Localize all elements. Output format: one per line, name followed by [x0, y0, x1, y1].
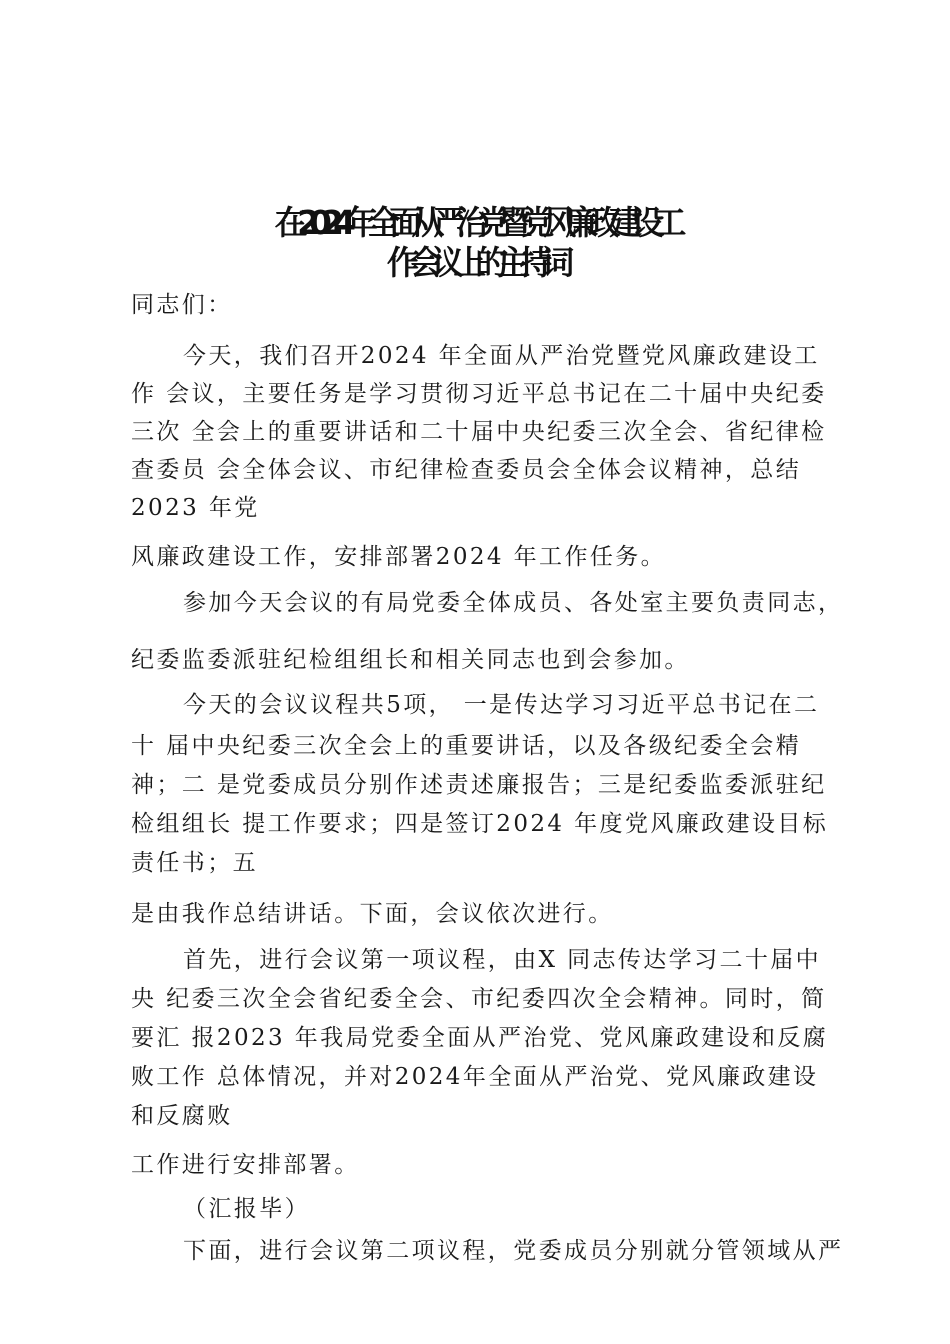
body-line: 参加今天会议的有局党委全体成员、各处室主要负责同志， — [183, 590, 844, 616]
document-title-line-2: 作 会议上的主持词 — [386, 243, 564, 282]
body-line: 神；二 是党委成员分别作述责述廉报告；三是纪委监委派驻纪 — [131, 772, 827, 798]
body-line: 央 纪委三次全会省纪委全会、市纪委四次全会精神。同时，简 — [131, 986, 827, 1012]
body-line: 首先，进行会议第一项议程，由X 同志传达学习二十届中 — [183, 947, 822, 973]
body-line: 十 届中央纪委三次全会上的重要讲话，以及各级纪委全会精 — [131, 733, 802, 759]
body-line: 风廉政建设工作，安排部署2024 年工作任务。 — [131, 544, 667, 570]
body-line: 是由我作总结讲话。下面，会议依次进行。 — [131, 901, 614, 927]
body-line: 责任书；五 — [131, 850, 258, 876]
document-title-line-1: 在 2024 年全面从严治党暨党风廉政建设工 — [274, 203, 676, 242]
body-line: 下面，进行会议第二项议程，党委成员分别就分管领域从严 — [183, 1238, 844, 1264]
body-line: 三次 全会上的重要讲话和二十届中央纪委三次全会、省纪律检 — [131, 419, 827, 445]
salutation: 同志们： — [131, 292, 233, 318]
body-line: 要汇 报2023 年我局党委全面从严治党、党风廉政建设和反腐 — [131, 1025, 829, 1051]
body-line: 检组组长 提工作要求；四是签订2024 年度党风廉政建设目标 — [131, 811, 829, 837]
body-line: 纪委监委派驻纪检组组长和相关同志也到会参加。 — [131, 647, 690, 673]
body-line: 今天的会议议程共5项， 一是传达学习习近平总书记在二 — [183, 692, 820, 718]
body-line: 今天，我们召开2024 年全面从严治党暨党风廉政建设工 — [183, 343, 820, 369]
body-line: 查委员 会全体会议、市纪律检查委员会全体会议精神，总结 — [131, 457, 802, 483]
body-line: 工作进行安排部署。 — [131, 1152, 360, 1178]
body-line: 和反腐败 — [131, 1103, 233, 1129]
body-line: 败工作 总体情况，并对2024年全面从严治党、党风廉政建设 — [131, 1064, 819, 1090]
body-line: 2023 年党 — [131, 495, 260, 521]
body-line: （汇报毕） — [183, 1196, 310, 1222]
body-line: 作 会议，主要任务是学习贯彻习近平总书记在二十届中央纪委 — [131, 381, 827, 407]
